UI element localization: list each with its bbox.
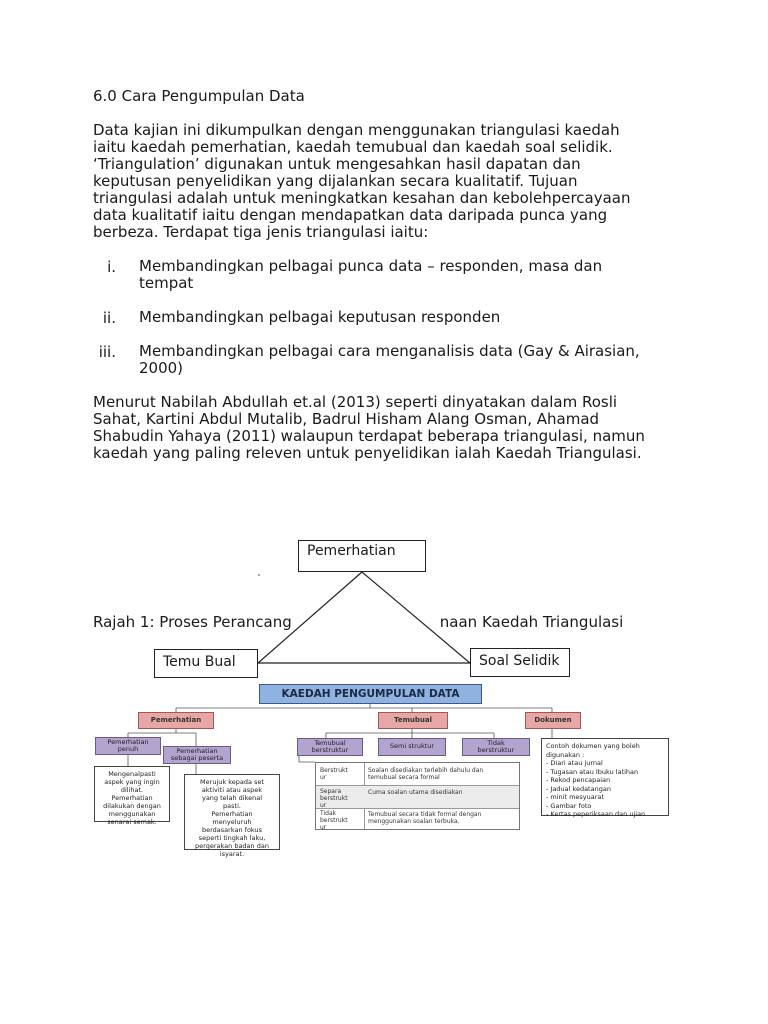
dokumen-line: Contoh dokumen yang boleh bbox=[546, 742, 640, 750]
sub-label: Pemerhatian bbox=[107, 738, 149, 746]
dokumen-line: digunakan : bbox=[546, 750, 585, 759]
list-number: ii. bbox=[102, 309, 116, 327]
sub-pemerhatian-peserta bbox=[163, 746, 231, 764]
note-line: menggunakan bbox=[108, 810, 156, 818]
table-row bbox=[316, 763, 519, 786]
temubual-table bbox=[315, 762, 520, 830]
sub-label: Temubual bbox=[314, 739, 346, 747]
note-line: Merujuk kepada set bbox=[200, 778, 264, 786]
category-dokumen: Dokumen bbox=[525, 712, 581, 729]
para1-line: Data kajian ini dikumpulkan dengan menggunakan triangulasi kaedah bbox=[93, 121, 620, 139]
sub-label: sebagai peserta bbox=[170, 754, 224, 762]
sub-label: berstruktur bbox=[477, 746, 515, 754]
table-cell: Tidak bbox=[320, 810, 337, 817]
table-cell: ur bbox=[320, 802, 327, 809]
table-cell: ur bbox=[320, 774, 327, 781]
note-line: Mengenalpasti bbox=[108, 770, 156, 778]
para1-line: keputusan penyelidikan yang dijalankan secara kualitatif. Tujuan bbox=[93, 172, 578, 190]
note-line: berdasarkan fokus bbox=[202, 826, 262, 834]
dokumen-line: - Kertas peperiksaan dan ujian bbox=[546, 810, 646, 818]
dokumen-line: - Jadual kedatangan bbox=[546, 784, 611, 793]
list-item-line: Membandingkan pelbagai cara menganalisis data (Gay & Airasian, bbox=[139, 342, 640, 360]
table-cell: berstrukt bbox=[320, 817, 348, 824]
kaedah-title: KAEDAH PENGUMPULAN DATA bbox=[259, 684, 482, 704]
table-cell: temubual secara formal bbox=[368, 774, 440, 781]
sub-label: Semi struktur bbox=[389, 742, 435, 750]
sub-temubual-berstruktur bbox=[297, 738, 363, 756]
list-item-line: Membandingkan pelbagai keputusan responden bbox=[139, 308, 501, 326]
note-line: Pemerhatian bbox=[211, 810, 253, 818]
dokumen-line: - Rekod pencapaian bbox=[546, 776, 611, 784]
list-item-line: Membandingkan pelbagai punca data – responden, masa dan bbox=[139, 257, 603, 275]
dokumen-line: - Tugasan atau Ibuku latihan bbox=[546, 767, 639, 776]
list-item-line: tempat bbox=[139, 274, 194, 292]
note-line: senarai semak. bbox=[107, 818, 157, 826]
note-line: dilakukan dengan bbox=[103, 802, 161, 810]
table-cell: menggunakan soalan terbuka. bbox=[368, 818, 460, 825]
list-number: iii. bbox=[98, 343, 116, 361]
note-pemerhatian-peserta bbox=[184, 774, 280, 858]
category-pemerhatian: Pemerhatian bbox=[138, 712, 214, 729]
sub-temubual-semi bbox=[378, 738, 446, 756]
sub-label: Pemerhatian bbox=[176, 747, 218, 755]
sub-temubual-tidak bbox=[462, 738, 530, 756]
table-cell: ur bbox=[320, 824, 327, 831]
para1-line: triangulasi adalah untuk meningkatkan kesahan dan kebolehpercayaan bbox=[93, 189, 631, 207]
sub-pemerhatian-penuh bbox=[95, 737, 161, 755]
list-item-line: 2000) bbox=[139, 359, 184, 377]
note-line: dilihat. bbox=[120, 786, 144, 794]
para2-line: kaedah yang paling releven untuk penyelidikan ialah Kaedah Triangulasi. bbox=[93, 444, 642, 462]
triangle-node-label: Pemerhatian bbox=[307, 543, 396, 559]
para1-line: iaitu kaedah pemerhatian, kaedah temubual dan kaedah soal selidik. bbox=[93, 138, 613, 156]
note-pemerhatian-penuh bbox=[94, 766, 170, 826]
caption-right: naan Kaedah Triangulasi bbox=[439, 613, 624, 631]
para1-line: ‘Triangulation’ digunakan untuk mengesahkan hasil dapatan dan bbox=[93, 155, 581, 173]
note-line: menyeluruh bbox=[212, 818, 252, 826]
note-line: aspek yang ingin bbox=[104, 778, 160, 786]
caption-left: Rajah 1: Proses Perancang bbox=[93, 613, 292, 631]
note-line: pergerakan badan dan bbox=[195, 842, 269, 850]
dokumen-line: - Gambar foto bbox=[546, 801, 592, 810]
table-cell: Separa bbox=[320, 788, 342, 795]
note-line: isyarat. bbox=[219, 850, 245, 858]
triangle-node-label: Temu Bual bbox=[163, 654, 236, 670]
note-line: yang telah dikenal bbox=[201, 794, 263, 802]
table-cell: Soalan disediakan terlebih dahulu dan bbox=[368, 767, 484, 774]
para1-line: berbeza. Terdapat tiga jenis triangulasi iaitu: bbox=[93, 223, 429, 241]
sub-label: penuh bbox=[117, 745, 139, 753]
list-number: i. bbox=[107, 258, 116, 276]
category-temubual: Temubual bbox=[378, 712, 448, 729]
triangle-node-label: Soal Selidik bbox=[479, 653, 560, 669]
para2-line: Menurut Nabilah Abdullah et.al (2013) seperti dinyatakan dalam Rosli bbox=[93, 393, 618, 411]
dokumen-line: - minit mesyuarat bbox=[546, 793, 604, 801]
table-row bbox=[316, 786, 519, 809]
sub-label: Tidak bbox=[487, 739, 505, 747]
para2-line: Shabudin Yahaya (2011) walaupun terdapat beberapa triangulasi, namun bbox=[93, 427, 645, 445]
note-dokumen bbox=[541, 738, 669, 816]
note-line: pasti. bbox=[223, 802, 241, 810]
table-cell: berstrukt bbox=[320, 795, 348, 802]
note-line: Pemerhatian bbox=[111, 794, 153, 802]
section-heading: 6.0 Cara Pengumpulan Data bbox=[93, 87, 305, 105]
para1-line: data kualitatif iaitu dengan mendapatkan data daripada punca yang bbox=[93, 206, 608, 224]
note-line: aktiviti atau aspek bbox=[201, 786, 263, 794]
table-cell: Berstrukt bbox=[320, 767, 348, 774]
sub-label: berstruktur bbox=[311, 746, 349, 754]
dokumen-line: - Diari atau jurnal bbox=[546, 759, 603, 767]
table-row bbox=[316, 809, 519, 829]
para2-line: Sahat, Kartini Abdul Mutalib, Badrul Hisham Alang Osman, Ahamad bbox=[93, 410, 600, 428]
table-cell: Temubual secara tidak formal dengan bbox=[368, 811, 482, 818]
table-cell: Cuma soalan utama disediakan bbox=[368, 789, 463, 796]
note-line: seperti tingkah laku, bbox=[198, 834, 266, 842]
